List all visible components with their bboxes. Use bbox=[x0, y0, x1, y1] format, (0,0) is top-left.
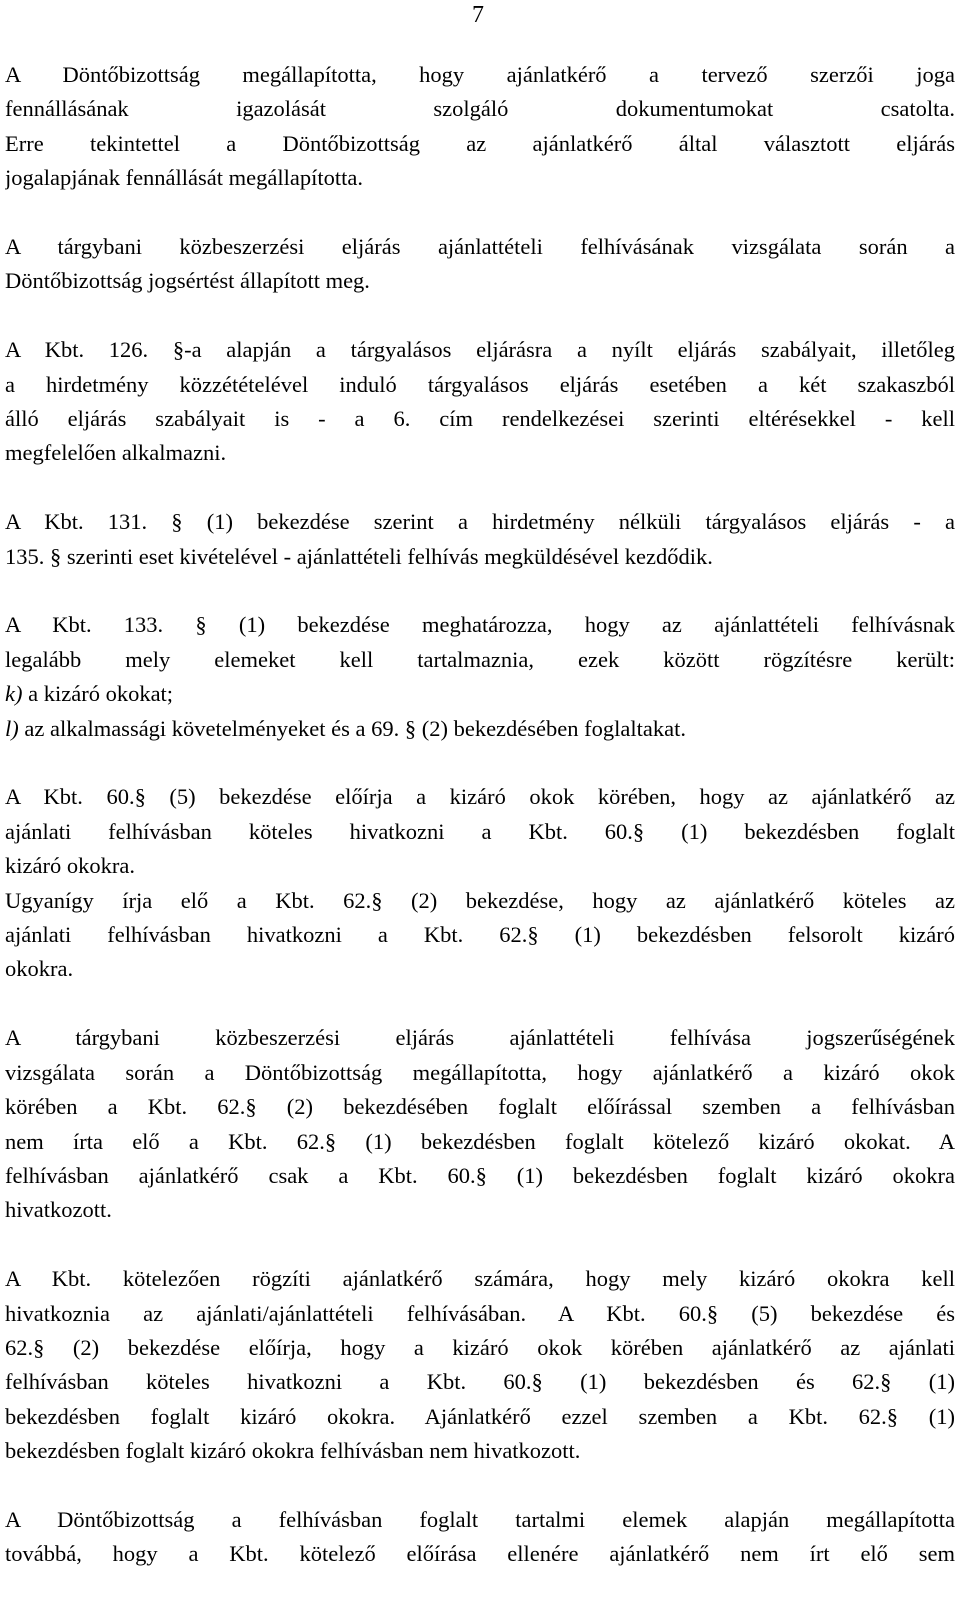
list-item bbox=[5, 712, 955, 746]
paragraph bbox=[5, 58, 955, 196]
text-line: legalább mely elemeket kell tartalmaznia, ezek között rögzítésre került: bbox=[5, 646, 955, 672]
text-line: jogalapjának fennállását megállapította. bbox=[5, 165, 363, 191]
paragraph bbox=[5, 230, 955, 299]
paragraph bbox=[5, 1021, 955, 1227]
list-item bbox=[5, 677, 955, 711]
text-line: A Döntőbizottság a felhívásban foglalt tartalmi elemek alapján megállapította bbox=[5, 1506, 955, 1532]
text-line: Erre tekintettel a Döntőbizottság az ajánlatkérő által választott eljárás bbox=[5, 130, 955, 156]
text-line: nem írta elő a Kbt. 62.§ (1) bekezdésben foglalt kötelező kizáró okokat. A bbox=[5, 1128, 955, 1154]
text-line: A Kbt. 126. §-a alapján a tárgyalásos eljárásra a nyílt eljárás szabályait, illetőleg bbox=[5, 337, 955, 363]
text-line: felhívásban ajánlatkérő csak a Kbt. 60.§ (1) bekezdésben foglalt kizáró okokra bbox=[5, 1162, 955, 1188]
text-line: Ugyanígy írja elő a Kbt. 62.§ (2) bekezdése, hogy az ajánlatkérő köteles az bbox=[5, 887, 955, 913]
text-line: hivatkoznia az ajánlati/ajánlattételi felhívásában. A Kbt. 60.§ (5) bekezdése és bbox=[5, 1300, 955, 1326]
list-text: a kizáró okokat; bbox=[22, 681, 174, 707]
text-line: a hirdetmény közzétételével induló tárgyalásos eljárás esetében a két szakaszból bbox=[5, 371, 955, 397]
text-line: megfelelően alkalmazni. bbox=[5, 440, 227, 466]
text-line: kizáró okokra. bbox=[5, 853, 135, 879]
text-line: A tárgybani közbeszerzési eljárás ajánlattételi felhívása jogszerűségének bbox=[5, 1025, 955, 1051]
text-line: okokra. bbox=[5, 956, 74, 982]
text-line: továbbá, hogy a Kbt. kötelező előírása ellenére ajánlatkérő nem írt elő sem bbox=[5, 1541, 955, 1567]
text-line: bekezdésben foglalt kizáró okokra. Ajánlatkérő ezzel szemben a Kbt. 62.§ (1) bbox=[5, 1403, 955, 1429]
paragraph bbox=[5, 333, 955, 471]
text-line: fennállásának igazolását szolgáló dokumentumokat csatolta. bbox=[5, 96, 955, 122]
text-line: vizsgálata során a Döntőbizottság megállapította, hogy ajánlatkérő a kizáró okok bbox=[5, 1059, 955, 1085]
text-line: felhívásban köteles hivatkozni a Kbt. 60.§ (1) bekezdésben és 62.§ (1) bbox=[5, 1369, 955, 1395]
text-line: A Kbt. 131. § (1) bekezdése szerint a hirdetmény nélküli tárgyalásos eljárás - a bbox=[5, 509, 955, 535]
list-marker: l) bbox=[5, 715, 19, 741]
text-line: körében a Kbt. 62.§ (2) bekezdésében foglalt előírással szemben a felhívásban bbox=[5, 1094, 955, 1120]
text-line: 135. § szerinti eset kivételével - ajánlattételi felhívás megküldésével kezdődik. bbox=[5, 543, 713, 569]
text-line: ajánlati felhívásban hivatkozni a Kbt. 62.§ (1) bekezdésben felsorolt kizáró bbox=[5, 922, 955, 948]
list-text: az alkalmassági követelményeket és a 69. § (2) bekezdésében foglaltakat. bbox=[18, 715, 686, 741]
paragraph bbox=[5, 884, 955, 987]
text-line: bekezdésben foglalt kizáró okokra felhívásban nem hivatkozott. bbox=[5, 1438, 581, 1464]
page-number: 7 bbox=[472, 2, 484, 28]
text-line: Döntőbizottság jogsértést állapított meg. bbox=[5, 268, 370, 294]
text-line: A Kbt. 133. § (1) bekezdése meghatározza, hogy az ajánlattételi felhívásnak bbox=[5, 612, 955, 638]
paragraph bbox=[5, 1262, 955, 1468]
paragraph bbox=[5, 780, 955, 883]
document-body bbox=[5, 58, 955, 1606]
text-line: hivatkozott. bbox=[5, 1197, 112, 1223]
text-line: 62.§ (2) bekezdése előírja, hogy a kizáró okok körében ajánlatkérő az ajánlati bbox=[5, 1334, 955, 1360]
text-line: álló eljárás szabályait is - a 6. cím rendelkezései szerinti eltérésekkel - kell bbox=[5, 406, 955, 432]
text-line: ajánlati felhívásban köteles hivatkozni a Kbt. 60.§ (1) bekezdésben foglalt bbox=[5, 818, 955, 844]
paragraph bbox=[5, 608, 955, 746]
list-marker: k) bbox=[5, 681, 23, 707]
text-line: A Kbt. kötelezően rögzíti ajánlatkérő számára, hogy mely kizáró okokra kell bbox=[5, 1266, 955, 1292]
text-line: A tárgybani közbeszerzési eljárás ajánlattételi felhívásának vizsgálata során a bbox=[5, 234, 955, 260]
text-line: A Kbt. 60.§ (5) bekezdése előírja a kizáró okok körében, hogy az ajánlatkérő az bbox=[5, 784, 955, 810]
paragraph bbox=[5, 505, 955, 574]
paragraph bbox=[5, 1503, 955, 1572]
text-line: A Döntőbizottság megállapította, hogy ajánlatkérő a tervező szerzői joga bbox=[5, 62, 955, 87]
